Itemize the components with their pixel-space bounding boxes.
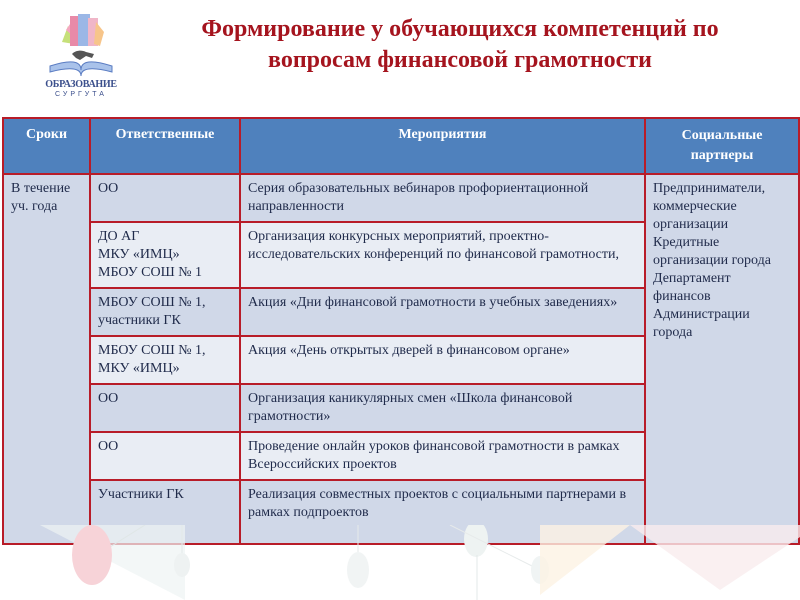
header-events: Мероприятия [240,118,645,174]
sroki-line: В течение [11,181,71,196]
header-sroki: Сроки [3,118,90,174]
competencies-table [2,117,800,545]
event-cell: Проведение онлайн уроков финансовой грамотности в рамках Всероссийских проектов [240,432,645,480]
title-line-2: вопросам финансовой грамотности [268,47,652,73]
title-line-1: Формирование у обучающихся компетенций по [201,16,719,42]
responsible-line: участники ГК [98,313,181,328]
partners-cell [645,174,799,544]
page-title [140,14,780,76]
partner-line: Кредитные [653,235,720,250]
partner-line: организации города [653,253,771,268]
logo-subtext: СУРГУТА [55,91,107,98]
partner-line: организации [653,217,729,232]
event-cell: Серия образовательных вебинаров профориентационной направленности [240,174,645,222]
partner-line: коммерческие [653,199,737,214]
table-header-row [3,118,799,174]
sroki-line: уч. года [11,199,58,214]
sroki-cell [3,174,90,544]
responsible-line: МКУ «ИМЦ» [98,361,180,376]
partner-line: города [653,325,693,340]
responsible-line: МБОУ СОШ № 1, [98,343,206,358]
responsible-cell [90,432,240,480]
logo [42,12,120,102]
responsible-line: МКУ «ИМЦ» [98,247,180,262]
responsible-cell [90,174,240,222]
partner-line: Предприниматели, [653,181,766,196]
responsible-cell [90,288,240,336]
responsible-line: Участники ГК [98,487,184,502]
table-row [3,174,799,222]
partner-line: финансов [653,289,711,304]
responsible-line: ОО [98,391,119,406]
logo-text: ОБРАЗОВАНИЕ [45,79,117,90]
partner-line: Администрации [653,307,750,322]
responsible-cell [90,336,240,384]
header-partners-label: Социальные партнеры [681,128,763,163]
responsible-line: МБОУ СОШ № 1 [98,265,203,280]
responsible-line: ОО [98,439,119,454]
responsible-line: ОО [98,181,119,196]
responsible-cell [90,222,240,288]
header-partners [645,118,799,174]
event-cell: Акция «Дни финансовой грамотности в учебных заведениях» [240,288,645,336]
responsible-cell [90,384,240,432]
responsible-line: МБОУ СОШ № 1, [98,295,206,310]
books-wolf-logo-icon [42,12,120,78]
event-cell: Реализация совместных проектов с социальными партнерами в рамках подпроектов [240,480,645,544]
event-cell: Организация каникулярных смен «Школа финансовой грамотности» [240,384,645,432]
partner-line: Департамент [653,271,731,286]
background-decoration [0,525,800,600]
event-cell: Организация конкурсных мероприятий, проектно-исследовательских конференций по финансовой грамотности, [240,222,645,288]
responsible-line: ДО АГ [98,229,140,244]
event-cell: Акция «День открытых дверей в финансовом органе» [240,336,645,384]
header-responsible: Ответственные [90,118,240,174]
